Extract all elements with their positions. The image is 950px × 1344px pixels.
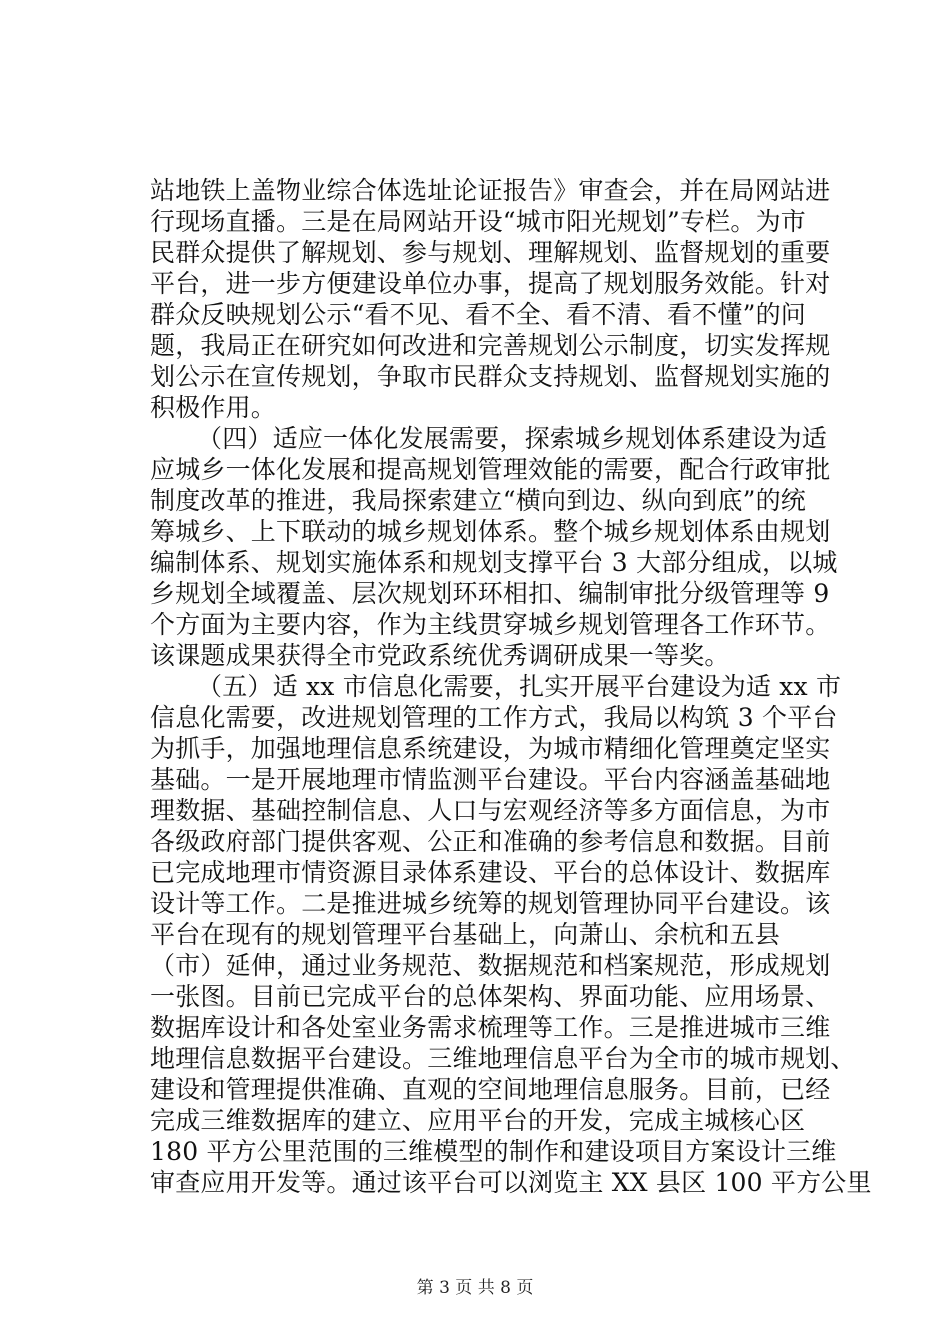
text-line: 应城乡一体化发展和提高规划管理效能的需要，配合行政审批 xyxy=(150,455,831,484)
text-line: 编制体系、规划实施体系和规划支撑平台 3 大部分组成，以城 xyxy=(150,548,838,577)
text-line: 乡规划全域覆盖、层次规划环环相扣、编制审批分级管理等 9 xyxy=(150,579,830,608)
text-line: 平台，进一步方便建设单位办事，提高了规划服务效能。针对 xyxy=(150,269,831,298)
text-line: 完成三维数据库的建立、应用平台的开发，完成主城核心区 xyxy=(150,1106,806,1135)
section-heading-5: （五）适 xx 市信息化需要，扎实开展平台建设为适 xx 市 xyxy=(197,672,842,701)
text-line: 设计等工作。二是推进城乡统筹的规划管理协同平台建设。该 xyxy=(150,889,831,918)
text-line: 地理信息数据平台建设。三维地理信息平台为全市的城市规划、 xyxy=(150,1044,856,1073)
text-line: （市）延伸，通过业务规范、数据规范和档案规范，形成规划 xyxy=(150,951,831,980)
text-line: 理数据、基础控制信息、人口与宏观经济等多方面信息，为市 xyxy=(150,796,831,825)
text-line: 平台在现有的规划管理平台基础上，向萧山、余杭和五县 xyxy=(150,920,781,949)
text-line: 划公示在宣传规划，争取市民群众支持规划、监督规划实施的 xyxy=(150,362,831,391)
text-line: 180 平方公里范围的三维模型的制作和建设项目方案设计三维 xyxy=(150,1137,837,1166)
text-line: 为抓手，加强地理信息系统建设，为城市精细化管理奠定坚实 xyxy=(150,734,831,763)
text-line: 题，我局正在研究如何改进和完善规划公示制度，切实发挥规 xyxy=(150,331,831,360)
text-line: 制度改革的推进，我局探索建立“横向到边、纵向到底”的统 xyxy=(150,486,806,515)
text-line: 民群众提供了解规划、参与规划、理解规划、监督规划的重要 xyxy=(150,238,831,267)
text-line: 基础。一是开展地理市情监测平台建设。平台内容涵盖基础地 xyxy=(150,765,831,794)
page-footer: 第 3 页 共 8 页 xyxy=(416,1278,534,1298)
text-line: 积极作用。 xyxy=(150,393,277,422)
section-heading-4: （四）适应一体化发展需要，探索城乡规划体系建设为适 xyxy=(197,424,828,453)
text-line: 站地铁上盖物业综合体选址论证报告》审查会，并在局网站进 xyxy=(150,176,831,205)
text-line: 信息化需要，改进规划管理的工作方式，我局以构筑 3 个平台 xyxy=(150,703,838,732)
text-line: 个方面为主要内容，作为主线贯穿城乡规划管理各工作环节。 xyxy=(150,610,831,639)
text-line: 数据库设计和各处室业务需求梳理等工作。三是推进城市三维 xyxy=(150,1013,831,1042)
text-line: 群众反映规划公示“看不见、看不全、看不清、看不懂”的问 xyxy=(150,300,806,329)
text-line: 该课题成果获得全市党政系统优秀调研成果一等奖。 xyxy=(150,641,730,670)
text-line: 各级政府部门提供客观、公正和准确的参考信息和数据。目前 xyxy=(150,827,831,856)
text-line: 已完成地理市情资源目录体系建设、平台的总体设计、数据库 xyxy=(150,858,831,887)
text-line: 行现场直播。三是在局网站开设“城市阳光规划”专栏。为市 xyxy=(150,207,806,236)
text-line: 一张图。目前已完成平台的总体架构、界面功能、应用场景、 xyxy=(150,982,831,1011)
text-line: 审查应用开发等。通过该平台可以浏览主 XX 县区 100 平方公里 xyxy=(150,1168,872,1197)
text-line: 建设和管理提供准确、直观的空间地理信息服务。目前，已经 xyxy=(150,1075,831,1104)
text-line: 筹城乡、上下联动的城乡规划体系。整个城乡规划体系由规划 xyxy=(150,517,831,546)
